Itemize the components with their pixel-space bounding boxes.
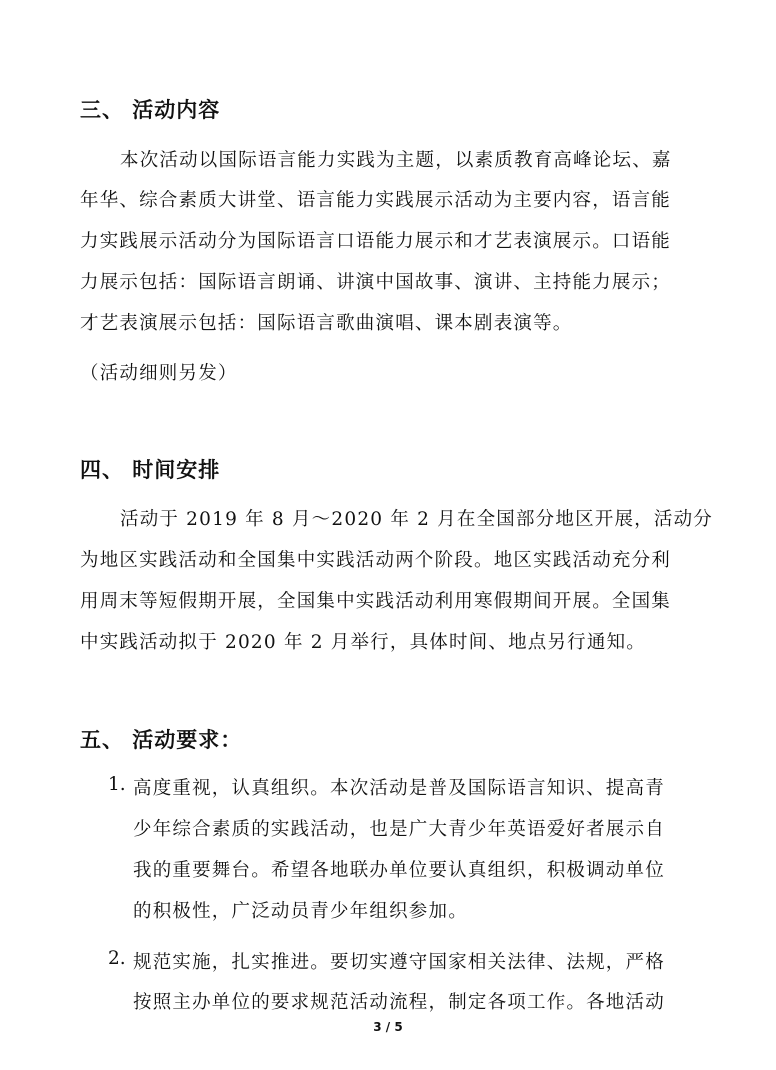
list-item-1-line-4: 的积极性，广泛动员青少年组织参加。	[133, 901, 468, 922]
list-item-1-line-1: 高度重视，认真组织。本次活动是普及国际语言知识、提高青	[133, 778, 665, 799]
section-4-heading: 四、 时间安排	[80, 458, 221, 482]
section-3-line-2: 年华、综合素质大讲堂、语言能力实践展示活动为主要内容，语言能	[80, 190, 672, 211]
section-3-line-5: 才艺表演展示包括：国际语言歌曲演唱、课本剧表演等。	[80, 313, 573, 334]
section-3-heading: 三、 活动内容	[80, 98, 221, 122]
section-3-line-4: 力展示包括：国际语言朗诵、讲演中国故事、演讲、主持能力展示；	[80, 272, 672, 293]
section-3-line-3: 力实践展示活动分为国际语言口语能力展示和才艺表演展示。口语能	[80, 231, 672, 252]
list-item-2-marker: 2.	[108, 948, 126, 969]
section-4-line-1: 活动于 2019 年 8 月～2020 年 2 月在全国部分地区开展，活动分	[120, 509, 713, 530]
page-indicator: 3 / 5	[373, 1020, 403, 1034]
section-3-note: （活动细则另发）	[80, 363, 238, 384]
list-item-1-marker: 1.	[108, 774, 126, 795]
section-3-line-1: 本次活动以国际语言能力实践为主题，以素质教育高峰论坛、嘉	[120, 150, 672, 171]
list-item-1-line-3: 我的重要舞台。希望各地联办单位要认真组织，积极调动单位	[133, 860, 665, 881]
section-4-line-4: 中实践活动拟于 2020 年 2 月举行，具体时间、地点另行通知。	[80, 632, 646, 653]
list-item-2-line-2: 按照主办单位的要求规范活动流程，制定各项工作。各地活动	[133, 992, 665, 1013]
list-item-2-line-1: 规范实施，扎实推进。要切实遵守国家相关法律、法规，严格	[133, 952, 665, 973]
section-5-heading: 五、 活动要求：	[80, 728, 243, 752]
section-4-line-3: 用周末等短假期开展，全国集中实践活动利用寒假期间开展。全国集	[80, 591, 672, 612]
section-4-line-2: 为地区实践活动和全国集中实践活动两个阶段。地区实践活动充分利	[80, 550, 672, 571]
list-item-1-line-2: 少年综合素质的实践活动，也是广大青少年英语爱好者展示自	[133, 819, 665, 840]
